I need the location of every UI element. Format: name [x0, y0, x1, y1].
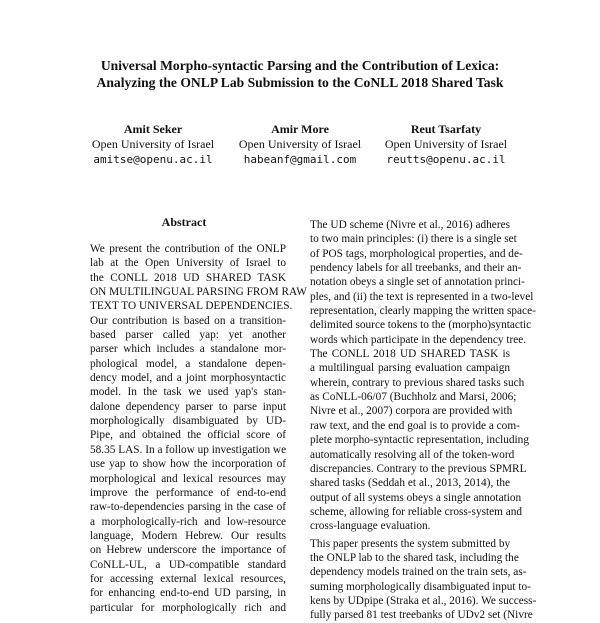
abstract-line: for enhancing end-to-end UD parsing, in: [90, 587, 286, 600]
intro-body: [310, 218, 537, 623]
body-line: to two main principles: (i) there is a single set: [310, 233, 517, 246]
abstract-line: use yap to show how the incorporation of: [90, 458, 286, 471]
body-line: dependency models trained on the train sets, as-: [310, 566, 527, 579]
body-line: pendency labels for all treebanks, and their an-: [310, 262, 522, 275]
author-email: amitse@openu.ac.il: [93, 153, 213, 166]
author-block: [78, 122, 228, 167]
abstract-line: Pipe, and obtained the official score of: [90, 429, 286, 442]
paper-title-line-2: Analyzing the ONLP Lab Submission to the CoNLL 2018 Shared Task: [96, 75, 504, 90]
author-email: reutts@openu.ac.il: [386, 153, 506, 166]
abstract-line: based parser called yap: yet another: [90, 329, 286, 342]
author-affiliation: Open University of Israel: [91, 137, 215, 151]
author-block: [371, 122, 521, 167]
body-line: of POS tags, morphological properties, and de-: [310, 247, 523, 260]
body-line: notation obeys a single set of annotation princi-: [310, 276, 525, 289]
author-email: habeanf@gmail.com: [243, 153, 357, 166]
body-line: suming morphologically disambiguated input to-: [310, 580, 531, 593]
body-line: discrepancies. Contrary to the previous SPMRL: [310, 462, 527, 475]
abstract-body: [90, 242, 307, 615]
abstract-line: lab at the Open University of Israel to: [90, 257, 286, 270]
abstract-line: dalone dependency parser to parse input: [90, 400, 286, 413]
body-line: a multilingual parsing evaluation campaign: [310, 362, 510, 375]
body-line: words which participate in the dependency tree.: [310, 333, 527, 346]
author-name: Amir More: [271, 122, 329, 136]
author-affiliation: Open University of Israel: [238, 137, 362, 151]
body-line: raw text, and the end goal is to provide a com-: [310, 419, 520, 432]
abstract-line: dency model, and a joint morphosyntactic: [90, 372, 286, 385]
abstract-line: the CONLL 2018 UD SHARED TASK: [90, 271, 286, 284]
author-block: [225, 122, 375, 167]
body-line: kens by UDpipe (Straka et al., 2016). We success-: [310, 594, 537, 607]
body-line: the ONLP lab to the shared task, including the: [310, 551, 519, 564]
abstract-line: for accessing external lexical resources,: [90, 572, 286, 585]
body-line: The CONLL 2018 UD SHARED TASK is: [310, 348, 510, 361]
abstract-line: morphological and lexical resources may: [90, 472, 286, 485]
abstract-line: We present the contribution of the ONLP: [90, 243, 286, 255]
abstract-line: improve the performance of end-to-end: [90, 486, 286, 499]
body-line: ples, and (ii) the text is represented in a two-level: [310, 290, 534, 303]
abstract-line: particular for morphologically rich and: [90, 601, 286, 614]
body-line: cross-language evaluation.: [310, 520, 431, 533]
abstract-line: a morphologically-rich and low-resource: [90, 515, 286, 528]
body-line: This paper presents the system submitted by: [310, 537, 511, 550]
body-line: shared tasks (Seddah et al., 2013, 2014), the: [310, 477, 510, 490]
abstract-line: ON MULTILINGUAL PARSING FROM RAW: [90, 286, 307, 299]
body-line: as CoNLL-06/07 (Buchholz and Marsi, 2006;: [310, 391, 517, 404]
abstract-line: on Hebrew underscore the importance of: [90, 544, 286, 557]
author-name: Reut Tsarfaty: [410, 122, 482, 136]
body-line: plete morpho-syntactic representation, including: [310, 434, 529, 447]
author-affiliation: Open University of Israel: [384, 137, 508, 151]
abstract-line: TEXT TO UNIVERSAL DEPENDENCIES.: [90, 300, 293, 313]
body-line: representation, clearly mapping the written space-: [310, 305, 536, 318]
abstract-line: 58.35 LAS. In a follow up investigation we: [90, 443, 287, 456]
body-line: wherein, contrary to previous shared tasks such: [310, 376, 525, 389]
body-line: scheme, allowing for reliable cross-system and: [310, 505, 523, 518]
abstract-line: model. In the task we used yap's stan-: [90, 386, 286, 399]
body-line: delimited source tokens to the (morpho)syntactic: [310, 319, 532, 332]
body-line: Nivre et al., 2007) corpora are provided with: [310, 405, 513, 418]
abstract-line: Our contribution is based on a transition-: [90, 314, 286, 327]
abstract-heading: Abstract: [161, 215, 207, 229]
abstract-line: CoNLL-UL, a UD-compatible standard: [90, 558, 286, 571]
abstract-line: phological model, a standalone depen-: [90, 357, 286, 370]
paper-title-line-1: Universal Morpho-syntactic Parsing and the Contribution of Lexica:: [100, 58, 500, 73]
body-line: automatically resolving all of the token-word: [310, 448, 515, 461]
abstract-line: raw-to-dependencies parsing in the case of: [90, 501, 286, 514]
abstract-line: parser which includes a standalone mor-: [90, 343, 286, 356]
abstract-line: morphologically disambiguated by UD-: [90, 415, 286, 428]
body-line: The UD scheme (Nivre et al., 2016) adheres: [310, 219, 510, 231]
body-line: output of all systems obeys a single annotation: [310, 491, 522, 504]
author-name: Amit Seker: [123, 122, 183, 136]
abstract-line: language, Modern Hebrew. Our results: [90, 529, 286, 542]
body-line: fully parsed 81 test treebanks of UDv2 set (Nivre: [310, 609, 533, 622]
